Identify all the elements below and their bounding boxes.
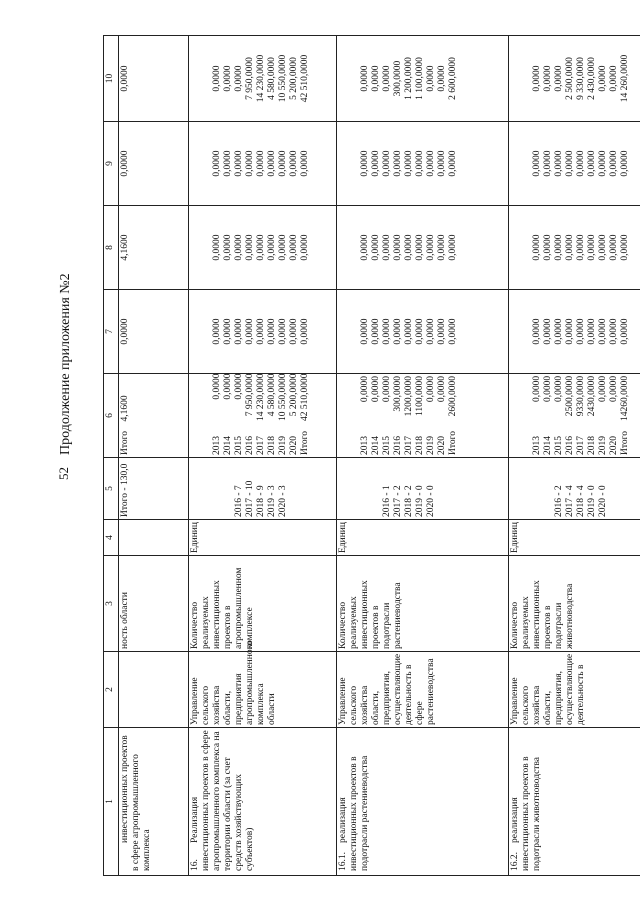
value-v7: 0,0000 <box>437 318 447 345</box>
cell-indicator: Количество реализуемых инвестиционных проектов в агропромышленном комплексе <box>189 556 337 652</box>
value-v10: 0,0000 <box>371 65 381 92</box>
value-v10: 300,0000 <box>393 60 403 97</box>
value-v9: 0,0000 <box>223 150 233 177</box>
cell-target <box>189 458 337 520</box>
value-v9: 0,0000 <box>404 150 414 177</box>
value-v9: 0,0000 <box>587 150 597 177</box>
value-col6: 0,0000 <box>426 376 436 403</box>
year-label: 2015 <box>554 436 564 455</box>
value-v10: 0,0000 <box>234 65 244 92</box>
col-header: 9 <box>104 122 119 206</box>
value-col6: 1200,0000 <box>404 376 414 417</box>
cell-col6: Итого 4,1600 <box>119 374 189 458</box>
value-v7: 0,0000 <box>554 318 564 345</box>
year-label: 2013 <box>360 436 370 455</box>
value-v7: 0,0000 <box>360 318 370 345</box>
value-v8: 0,0000 <box>532 234 542 261</box>
value-v8: 0,0000 <box>212 234 222 261</box>
cell-unit <box>119 520 189 556</box>
col-header: 6 <box>104 374 119 458</box>
value-v10: 4 580,0000 <box>267 57 277 100</box>
value-v10: 0,0000 <box>437 65 447 92</box>
value-v10: 1 200,0000 <box>404 57 414 100</box>
cell-col10: 0,0000 <box>119 36 189 122</box>
cell-v8 <box>337 206 509 290</box>
value-v8: 0,0000 <box>267 234 277 261</box>
value-v8: 0,0000 <box>300 234 310 261</box>
cell-title <box>337 728 509 876</box>
year-label: 2017 <box>256 436 266 455</box>
cell-title <box>509 728 640 876</box>
value-v8: 0,0000 <box>371 234 381 261</box>
cell-col7: 0,0000 <box>119 290 189 374</box>
rotated-table-container <box>103 36 635 876</box>
value-col6: 0,0000 <box>234 373 244 400</box>
value-v8: 0,0000 <box>234 234 244 261</box>
value-v9: 0,0000 <box>234 150 244 177</box>
value-v9: 0,0000 <box>609 150 619 177</box>
value-v9: 0,0000 <box>437 150 447 177</box>
value-v9: 0,0000 <box>256 150 266 177</box>
row-title: реализация инвестиционных проектов в подотрасли животноводства <box>510 756 542 871</box>
cell-v10 <box>337 36 509 122</box>
cell-v9 <box>337 122 509 206</box>
value-col6: 7 950,0000 <box>245 373 255 417</box>
value-v9: 0,0000 <box>300 150 310 177</box>
value-v7: 0,0000 <box>448 318 458 345</box>
value-v9: 0,0000 <box>565 150 575 177</box>
value-v8: 0,0000 <box>360 234 370 261</box>
cell-title <box>189 728 337 876</box>
value-v8: 0,0000 <box>565 234 575 261</box>
value-v8: 0,0000 <box>448 234 458 261</box>
row-title: Реализация инвестиционных проектов в сфере агропромышленного комплекса на территории области (за счет средств хозяйствующих субъектов) <box>190 730 255 871</box>
row-number: 16.1. <box>338 852 348 871</box>
value-col6: 0,0000 <box>543 375 553 402</box>
cell-v7 <box>337 290 509 374</box>
value-col6: 0,0000 <box>212 373 222 400</box>
value-col6: 10 550,0000 <box>278 373 288 421</box>
value-v7: 0,0000 <box>393 318 403 345</box>
value-v10: 10 550,0000 <box>278 54 288 103</box>
target-value: 2017 - 2 <box>393 485 403 517</box>
value-v7: 0,0000 <box>415 318 425 345</box>
value-col6: 0,0000 <box>371 376 381 403</box>
value-v7: 0,0000 <box>278 318 288 345</box>
value-col6: 9330,0000 <box>576 375 586 417</box>
value-v10: 0,0000 <box>223 65 233 92</box>
cell-col8: 4,1600 <box>119 206 189 290</box>
year-label: 2013 <box>212 436 222 455</box>
value-v10: 0,0000 <box>609 65 619 92</box>
value-v7: 0,0000 <box>620 318 630 345</box>
year-label: Итого <box>620 430 630 455</box>
year-label: 2013 <box>532 436 542 455</box>
cell-v8 <box>189 206 337 290</box>
value-v8: 0,0000 <box>256 234 266 261</box>
cell-col6 <box>189 374 337 458</box>
value-col6: 0,0000 <box>360 376 370 403</box>
value-col6: 0,0000 <box>532 375 542 402</box>
value-col6: 0,0000 <box>609 375 619 402</box>
value-v9: 0,0000 <box>360 150 370 177</box>
year-label: 2017 <box>404 436 414 455</box>
year-label: 2016 <box>565 436 575 455</box>
value-v10: 2 430,0000 <box>587 57 597 100</box>
value-v9: 0,0000 <box>245 150 255 177</box>
value-v9: 0,0000 <box>382 150 392 177</box>
value-v10: 14 260,0000 <box>620 54 630 103</box>
cell-v10 <box>189 36 337 122</box>
value-v10: 0,0000 <box>543 65 553 92</box>
value-col6: 2600,0000 <box>448 376 458 417</box>
target-value: 2018 - 2 <box>404 485 414 517</box>
value-col6: 0,0000 <box>223 373 233 400</box>
value-col6: 42 510,0000 <box>300 373 310 421</box>
target-value: 2020 - 0 <box>598 485 608 517</box>
value-v7: 0,0000 <box>543 318 553 345</box>
value-col6: 14260,0000 <box>620 375 630 421</box>
target-value: 2019 - 0 <box>415 485 425 517</box>
col-header: 4 <box>104 520 119 556</box>
value-v7: 0,0000 <box>267 318 277 345</box>
year-label: Итого <box>448 430 458 455</box>
cell-col6 <box>509 374 640 458</box>
page-number: 52 <box>56 467 71 480</box>
value-col6: 2430,0000 <box>587 375 597 417</box>
year-label: 2019 <box>426 436 436 455</box>
cell-unit: Единиц <box>337 520 509 556</box>
cell-target <box>337 458 509 520</box>
value-v7: 0,0000 <box>426 318 436 345</box>
year-label: 2019 <box>598 436 608 455</box>
value-v9: 0,0000 <box>448 150 458 177</box>
value-col6: 4 580,0000 <box>267 373 277 417</box>
value-v7: 0,0000 <box>256 318 266 345</box>
value-v10: 5 200,0000 <box>289 57 299 100</box>
cell-target: Итого - 130,0 <box>119 458 189 520</box>
col-header: 1 <box>104 728 119 876</box>
cell-v7 <box>189 290 337 374</box>
cell-exec: Управление сельского хозяйства области, предприятия агропромышленного комплекса области <box>189 652 337 728</box>
cell-title: инвестиционных проектов в сфере агропромышленного комплекса <box>119 728 189 876</box>
col-header: 10 <box>104 36 119 122</box>
value-v9: 0,0000 <box>620 150 630 177</box>
target-value: 2020 - 3 <box>278 485 288 517</box>
year-label: 2018 <box>587 436 597 455</box>
value-v10: 9 330,0000 <box>576 57 586 100</box>
value-col6: 0,0000 <box>598 375 608 402</box>
target-value: 2019 - 3 <box>267 485 277 517</box>
value-v8: 0,0000 <box>382 234 392 261</box>
value-v8: 0,0000 <box>543 234 553 261</box>
row-number: 16. <box>190 859 200 871</box>
cell-v10 <box>509 36 640 122</box>
table-row <box>337 36 509 876</box>
value-col6: 0,0000 <box>382 376 392 403</box>
value-v7: 0,0000 <box>234 318 244 345</box>
year-label: 2020 <box>289 436 299 455</box>
value-v7: 0,0000 <box>371 318 381 345</box>
year-label: 2018 <box>415 436 425 455</box>
cell-target <box>509 458 640 520</box>
cell-exec: Управление сельского хозяйства области, предприятия, осуществляющие деятельность в сфере растениеводства <box>337 652 509 728</box>
value-v8: 0,0000 <box>289 234 299 261</box>
value-v8: 0,0000 <box>278 234 288 261</box>
value-v8: 0,0000 <box>576 234 586 261</box>
cell-v8 <box>509 206 640 290</box>
value-v9: 0,0000 <box>598 150 608 177</box>
appendix-title: Продолжение приложения №2 <box>58 273 73 455</box>
value-v10: 0,0000 <box>426 65 436 92</box>
value-v10: 14 230,0000 <box>256 54 266 103</box>
value-v10: 0,0000 <box>598 65 608 92</box>
cell-exec: Управление сельского хозяйства области, предприятия, осуществляющие деятельность в <box>509 652 640 728</box>
year-label: 2016 <box>245 436 255 455</box>
value-v7: 0,0000 <box>532 318 542 345</box>
value-v8: 0,0000 <box>404 234 414 261</box>
target-value: 2020 - 0 <box>426 485 436 517</box>
year-label: Итого <box>300 430 310 455</box>
value-v8: 0,0000 <box>415 234 425 261</box>
value-v8: 0,0000 <box>245 234 255 261</box>
value-v7: 0,0000 <box>245 318 255 345</box>
value-v7: 0,0000 <box>609 318 619 345</box>
value-v7: 0,0000 <box>587 318 597 345</box>
value-v8: 0,0000 <box>437 234 447 261</box>
value-v8: 0,0000 <box>426 234 436 261</box>
value-v8: 0,0000 <box>620 234 630 261</box>
cell-v9 <box>509 122 640 206</box>
target-value: 2018 - 9 <box>256 485 266 517</box>
value-v9: 0,0000 <box>267 150 277 177</box>
col-header: 3 <box>104 556 119 652</box>
value-v8: 0,0000 <box>598 234 608 261</box>
target-value: 2016 - 1 <box>382 485 392 517</box>
cell-unit: Единиц <box>509 520 640 556</box>
target-value: 2017 - 4 <box>565 485 575 517</box>
value-v9: 0,0000 <box>371 150 381 177</box>
value-v8: 0,0000 <box>393 234 403 261</box>
value-v7: 0,0000 <box>576 318 586 345</box>
value-v10: 42 510,0000 <box>300 54 310 103</box>
cell-col6 <box>337 374 509 458</box>
year-label: 2014 <box>543 436 553 455</box>
column-number-row <box>104 36 119 876</box>
year-label: 2014 <box>223 436 233 455</box>
value-col6: 1100,0000 <box>415 376 425 417</box>
target-value: 2018 - 4 <box>576 485 586 517</box>
value-v10: 2 500,0000 <box>565 57 575 100</box>
value-v8: 0,0000 <box>554 234 564 261</box>
year-label: 2019 <box>278 436 288 455</box>
year-label: 2016 <box>393 436 403 455</box>
year-label: 2015 <box>234 436 244 455</box>
value-col6: 14 230,0000 <box>256 373 266 421</box>
value-v8: 0,0000 <box>609 234 619 261</box>
col-header: 8 <box>104 206 119 290</box>
value-v9: 0,0000 <box>393 150 403 177</box>
value-v10: 0,0000 <box>382 65 392 92</box>
program-table <box>103 35 640 876</box>
value-col6: 300,0000 <box>393 376 403 412</box>
value-v8: 0,0000 <box>587 234 597 261</box>
year-label: 2015 <box>382 436 392 455</box>
target-value: 2016 - 7 <box>234 485 244 517</box>
year-label: 2014 <box>371 436 381 455</box>
cell-indicator: Количество реализуемых инвестиционных проектов в подотрасли растениеводства <box>337 556 509 652</box>
table-row <box>509 36 640 876</box>
value-v9: 0,0000 <box>289 150 299 177</box>
year-label: 2020 <box>609 436 619 455</box>
value-v9: 0,0000 <box>554 150 564 177</box>
cell-indicator: Количество реализуемых инвестиционных проектов в подотрасли животноводства <box>509 556 640 652</box>
value-v7: 0,0000 <box>598 318 608 345</box>
target-value: 2019 - 0 <box>587 485 597 517</box>
cell-col9: 0,0000 <box>119 122 189 206</box>
cell-v9 <box>189 122 337 206</box>
value-v7: 0,0000 <box>565 318 575 345</box>
value-v9: 0,0000 <box>415 150 425 177</box>
target-value: 2017 - 10 <box>245 480 255 517</box>
value-v10: 7 950,0000 <box>245 57 255 100</box>
value-v7: 0,0000 <box>289 318 299 345</box>
value-col6: 5 200,0000 <box>289 373 299 417</box>
value-col6: 0,0000 <box>554 375 564 402</box>
value-v7: 0,0000 <box>404 318 414 345</box>
cell-exec <box>119 652 189 728</box>
cell-unit: Единиц <box>189 520 337 556</box>
value-col6: 0,0000 <box>437 376 447 403</box>
value-v9: 0,0000 <box>278 150 288 177</box>
value-v9: 0,0000 <box>212 150 222 177</box>
year-label: 2020 <box>437 436 447 455</box>
col-header: 7 <box>104 290 119 374</box>
value-v7: 0,0000 <box>212 318 222 345</box>
target-value: 2016 - 2 <box>554 485 564 517</box>
value-v7: 0,0000 <box>300 318 310 345</box>
value-v10: 0,0000 <box>532 65 542 92</box>
row-title: реализация инвестиционных проектов в подотрасли растениеводства <box>338 755 370 871</box>
value-v7: 0,0000 <box>223 318 233 345</box>
table-row <box>119 36 189 876</box>
value-v10: 2 600,0000 <box>448 57 458 100</box>
table-row <box>189 36 337 876</box>
value-v10: 0,0000 <box>554 65 564 92</box>
value-v9: 0,0000 <box>543 150 553 177</box>
cell-v7 <box>509 290 640 374</box>
value-v10: 1 100,0000 <box>415 57 425 100</box>
cell-indicator: ность области <box>119 556 189 652</box>
value-col6: 2500,0000 <box>565 375 575 417</box>
value-v9: 0,0000 <box>426 150 436 177</box>
col-header: 2 <box>104 652 119 728</box>
row-number: 16.2. <box>510 852 520 871</box>
year-label: 2018 <box>267 436 277 455</box>
value-v9: 0,0000 <box>532 150 542 177</box>
year-label: 2017 <box>576 436 586 455</box>
value-v10: 0,0000 <box>212 65 222 92</box>
col-header: 5 <box>104 458 119 520</box>
value-v7: 0,0000 <box>382 318 392 345</box>
value-v9: 0,0000 <box>576 150 586 177</box>
value-v10: 0,0000 <box>360 65 370 92</box>
value-v8: 0,0000 <box>223 234 233 261</box>
